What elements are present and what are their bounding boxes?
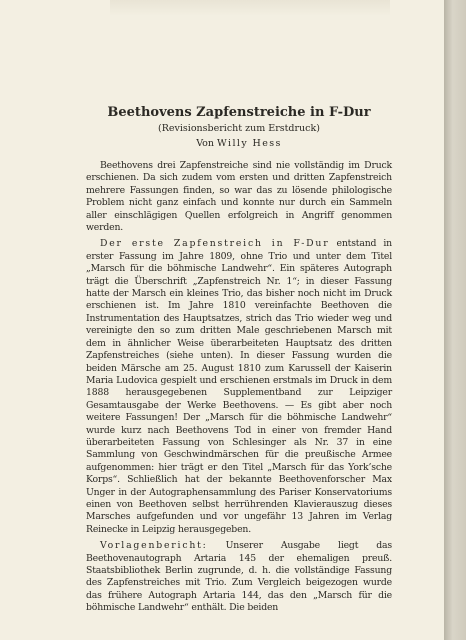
author-name: Willy Hess — [217, 138, 282, 149]
text-block — [86, 105, 392, 619]
paragraph-lead: Vorlagenbericht: — [100, 540, 208, 552]
paragraph-text: Unserer Ausgabe liegt das Beethovenautograph Artaria 145 der ehemaligen preuß. Staatsbibliothek Berlin zugrunde, d. h. die vollständige Fassung des Zapfenstreiches mit Trio. Zum Vergleich beigezogen wurde das frühere Autograph Artaria 144, das den „Marsch für die böhmische Landwehr“ enthält. Die beiden — [86, 540, 392, 614]
paragraph-first-zapfenstreich — [86, 238, 392, 536]
paragraph-lead: Der erste Zapfenstreich in F-Dur — [100, 238, 330, 250]
show-through-band — [110, 0, 390, 16]
paragraph-intro — [86, 160, 392, 234]
author-line — [86, 137, 392, 150]
paragraph-text: Beethovens drei Zapfenstreiche sind nie vollständig im Druck erschienen. Da sich zudem vom ersten und dritten Zapfenstreich mehrere Fassungen finden, so war das zu lösende philologische Problem nicht ganz einfach und konnte nur durch ein Sammeln aller einschlägigen Quellen erfolgreich in Angriff genommen werden. — [86, 160, 392, 234]
article-subtitle: (Revisionsbericht zum Erstdruck) — [158, 123, 320, 134]
paragraph-text: entstand in erster Fassung im Jahre 1809, ohne Trio und unter dem Titel „Marsch für die böhmische Landwehr“. Ein späteres Autograph trägt die Überschrift „Zapfenstreich Nr. 1“; in dieser Fassung hatte der Marsch ein kleines Trio, das bisher noch nicht im Druck erschienen ist. Im Jahre 1810 vereinfachte Beethoven die Instrumentation des Hauptsatzes, strich das Trio wieder weg und vereinigte den so zum dritten Male geschriebenen Marsch mit dem in ähnlicher Weise überarbeiteten Hauptsatz des dritten Zapfenstreiches (siehe unten). In dieser Fassung wurden die beiden Märsche am 25. August 1810 zum Karussell der Kaiserin Maria Ludovica gespielt und erschienen erstmals im Druck in dem 1888 herausgegebenen Supplementband zur Leipziger Gesamtausgabe der Werke Beethovens. — Es gibt aber noch weitere Fassungen! Der „Marsch für die böhmische Landwehr“ wurde kurz nach Beethovens Tod in einer von fremder Hand überarbeiteten Fassung von Schlesinger als Nr. 37 in eine Sammlung von Geschwindmärschen für die preußische Armee aufgenommen: hier trägt er den Titel „Marsch für das York’sche Korps“. Schließlich hat der bekannte Beethovenforscher Max Unger in der Autographensammlung des Pariser Konservatoriums einen von Beethoven selbst herrührenden Klavierauszug dieses Marsches aufgefunden und vor ungefähr 13 Jahren im Verlag Reinecke in Leipzig herausgegeben. — [86, 238, 392, 535]
author-prefix: Von — [196, 138, 215, 149]
page-edge-background — [444, 0, 466, 640]
paragraph-vorlagenbericht — [86, 540, 392, 614]
article-title: Beethovens Zapfenstreiche in F-Dur — [107, 105, 371, 120]
